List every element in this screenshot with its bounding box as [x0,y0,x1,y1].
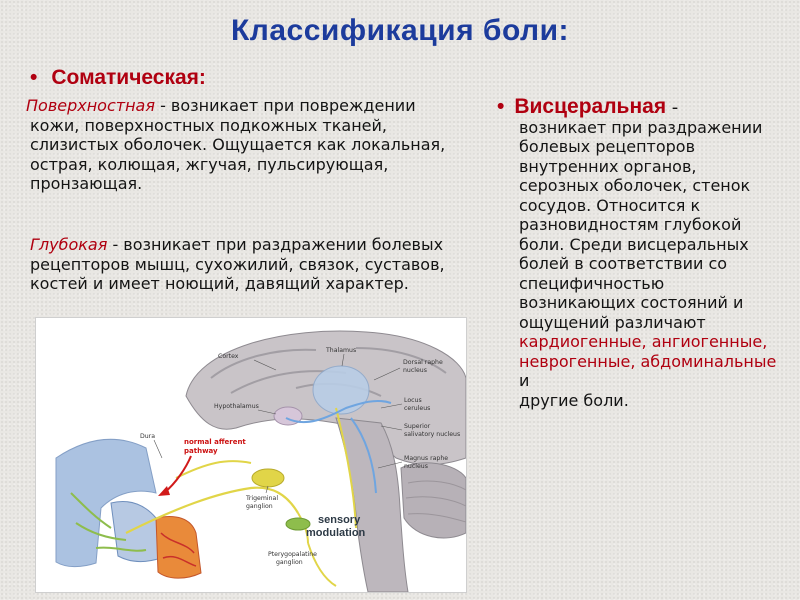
label-trigeminal-2: ganglion [246,503,273,510]
label-locus-2: ceruleus [404,405,431,412]
visceral-text: возникает при раздражении болевых рецепторов внутренних органов, серозных оболочек, стенок сосудов. Относится к разновидностям глубокой боли. Среди висцеральных болей в соответствии со специфичностью возникающих состояний и ощущений различают [519,117,763,332]
slide-title: Классификация боли: [230,14,570,47]
yellow-pathway-5 [308,543,336,586]
anatomy-diagram [36,318,466,592]
deep-term: Глубокая [30,235,108,254]
label-cortex: Cortex [218,353,239,360]
visceral-bullet: • [497,95,505,118]
deep-paragraph [30,235,470,294]
cerebellum [401,463,466,538]
red-vessel [156,517,201,579]
label-pathway: pathway [184,447,218,455]
label-dura: Dura [140,433,156,440]
label-superior-2: salivatory nucleus [404,431,461,438]
visceral-dash: - [666,97,679,118]
arrow-head [158,486,170,496]
visceral-heading: Висцеральная [514,95,667,118]
label-pterygopalatine-2: ganglion [276,559,303,566]
bullet-dot: • [30,66,38,89]
somatic-bullet [30,66,206,90]
vessel-branch [111,501,161,561]
label-magnus: Magnus raphe [404,455,449,462]
normal-afferent-arrow [164,456,191,493]
label-modulation: modulation [306,527,366,539]
visceral-tail: другие боли. [519,390,629,410]
visceral-and: и [519,371,530,390]
deep-text: - возникает при раздражении болевых рецепторов мышц, сухожилий, связок, суставов, костей и имеет ноющий, давящий характер. [30,235,445,293]
label-sensory: sensory [318,514,361,526]
label-hypothalamus: Hypothalamus [214,403,259,410]
diagram-svg [36,318,466,592]
superficial-term: Поверхностная [26,96,155,115]
superficial-paragraph [26,96,470,194]
somatic-heading: Соматическая: [51,66,206,89]
label-thalamus: Thalamus [326,347,357,354]
label-dorsal-raphe: Dorsal raphe [403,359,443,366]
label-trigeminal: Trigeminal [246,495,279,502]
visceral-heading-line [497,97,787,118]
label-magnus-2: nucleus [404,463,428,470]
label-dorsal-raphe-2: nucleus [403,367,427,374]
trigeminal-ganglion [252,469,284,487]
label-normal-afferent: normal afferent [184,438,246,446]
superficial-text: - возникает при повреждении кожи, поверхностных подкожных тканей, слизистых оболочек. Ощущается как локальная, острая, колющая, жгучая, пульсирующая, пронзающая. [30,96,446,193]
visceral-red-list: кардиогенные, ангиогенные, неврогенные, абдоминальные [519,332,777,371]
visceral-body [497,118,781,411]
label-pterygopalatine: Pterygopalatine [268,551,317,558]
visceral-paragraph [497,97,787,410]
label-superior: Superior [404,423,431,430]
thalamus-shape [313,366,369,414]
label-locus: Locus [404,397,422,404]
